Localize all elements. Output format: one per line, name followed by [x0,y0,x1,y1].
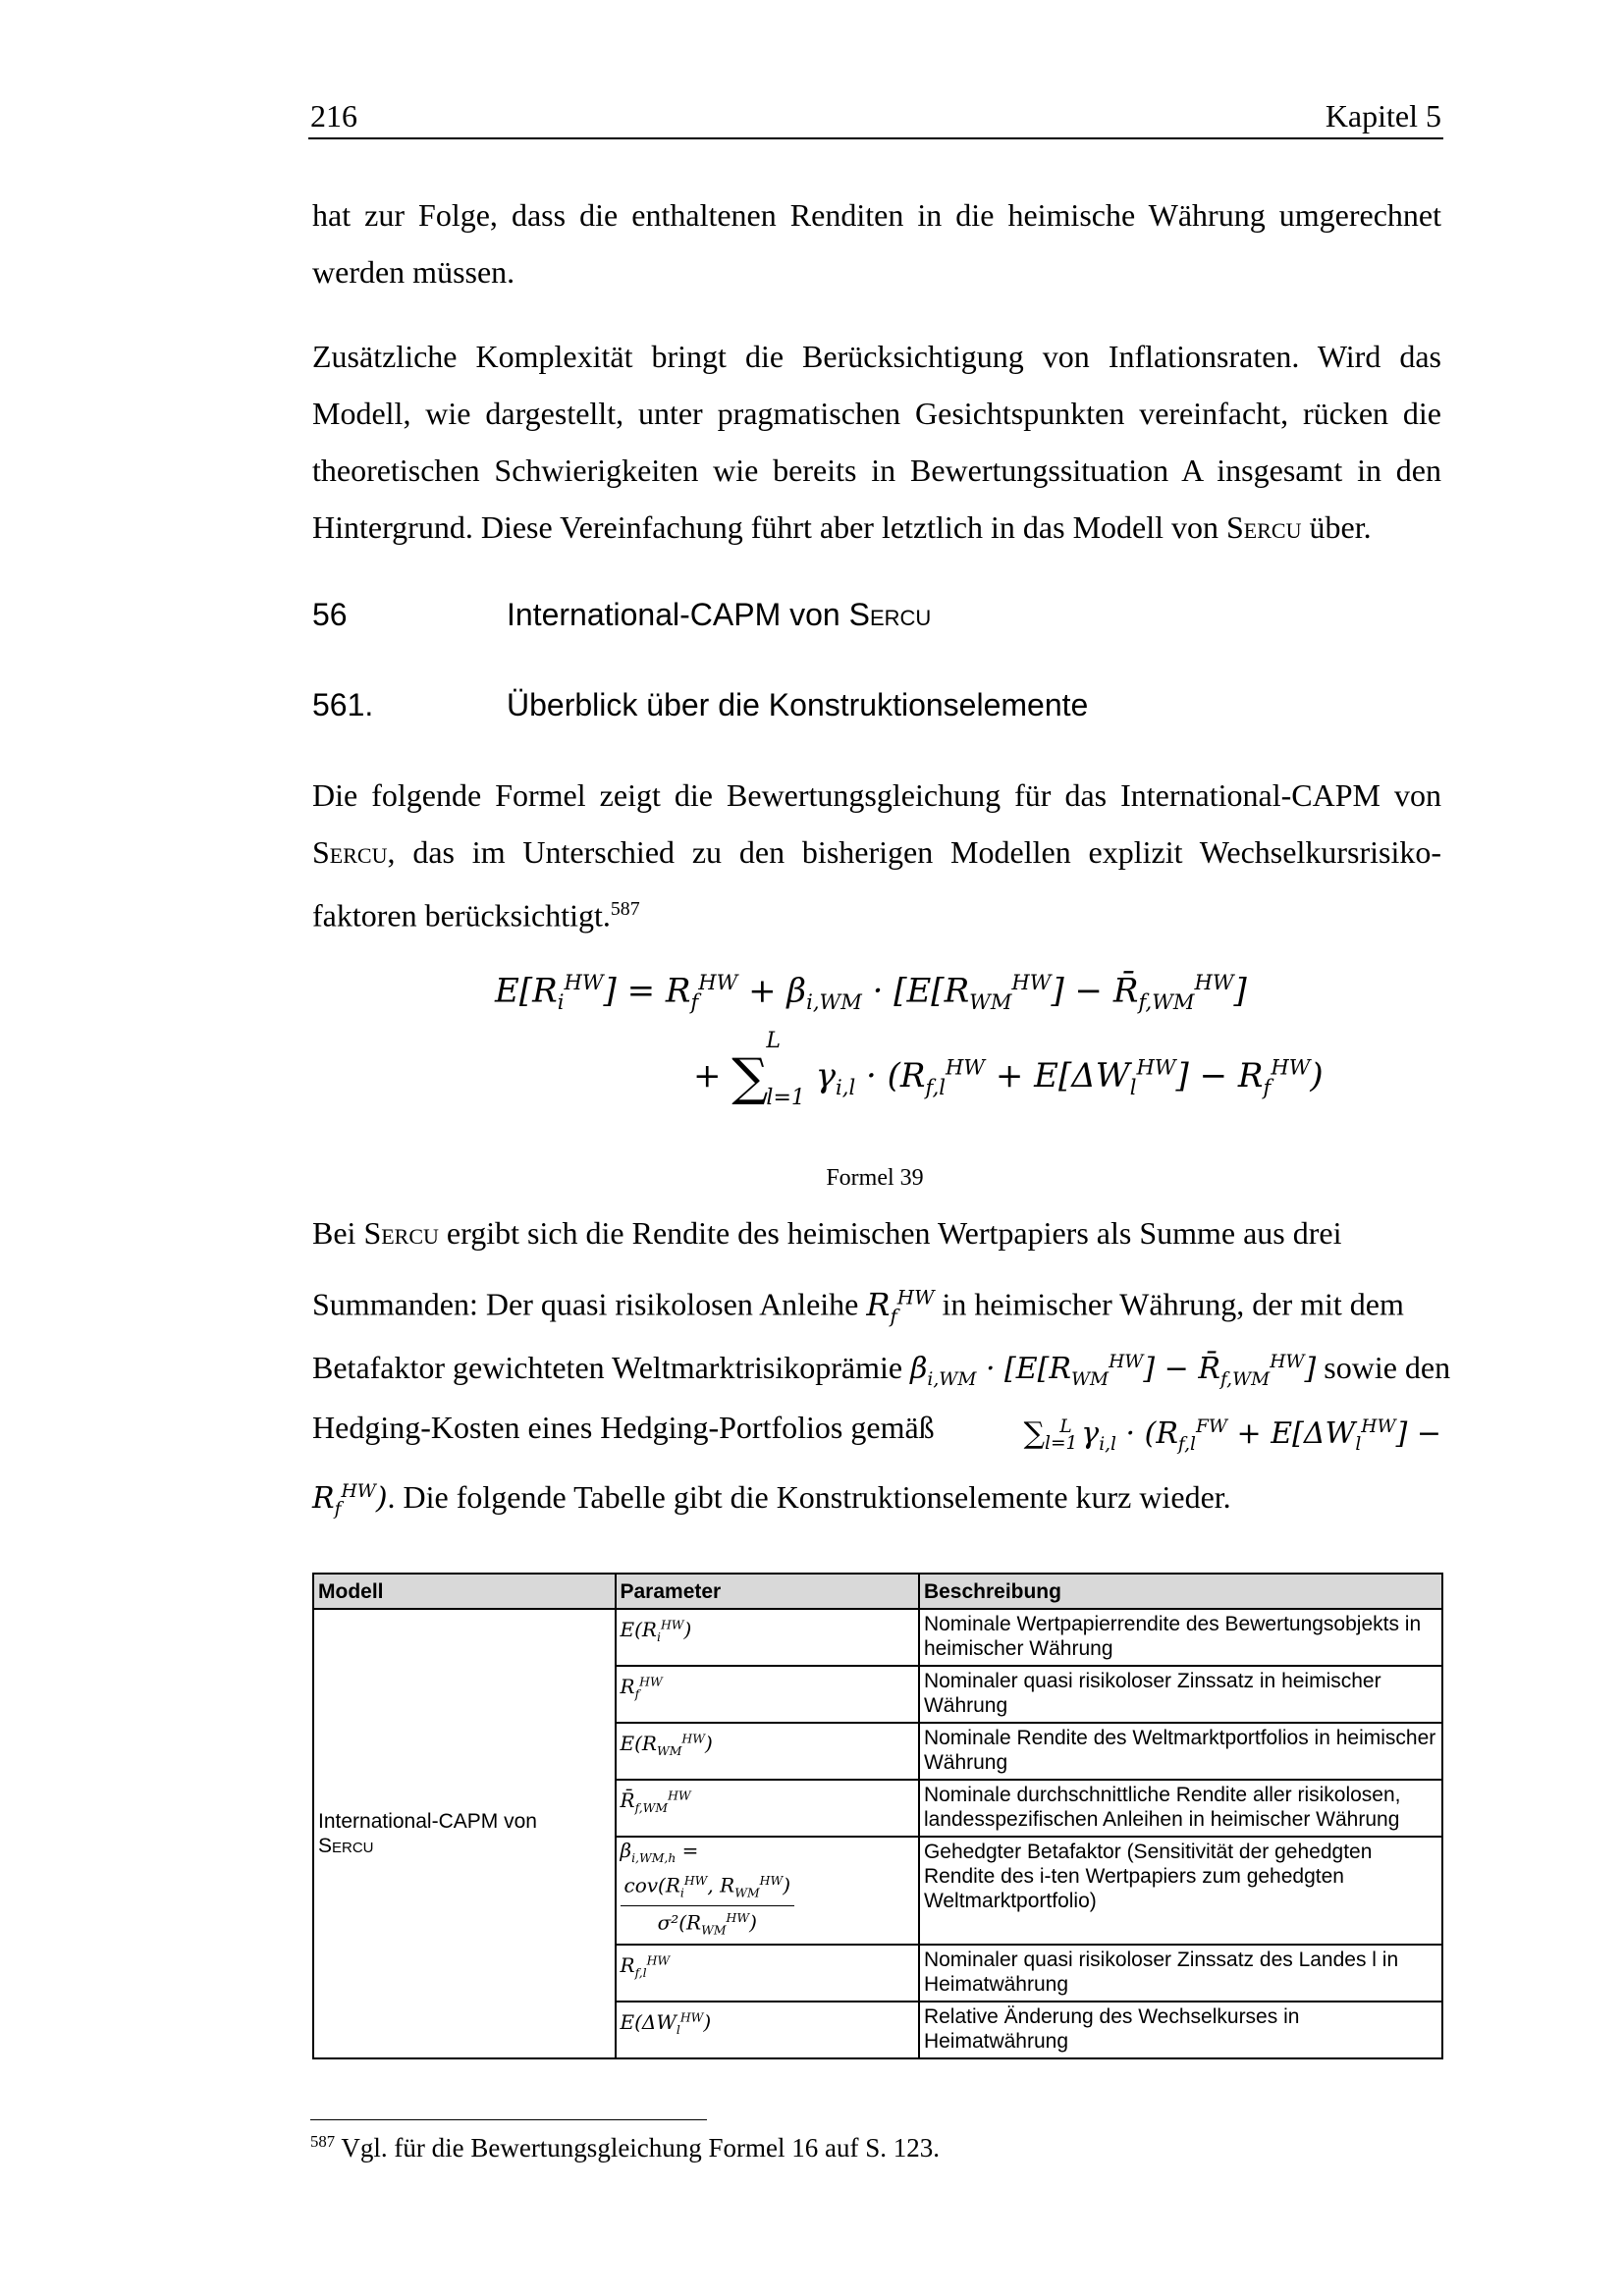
paragraph-line: Bei Sercu ergibt sich die Rendite des heimischen Wertpapiers als Summe aus drei [312,1215,1342,1251]
paragraph-line: Betafaktor gewichteten Weltmarktrisikoprämie $\beta_{i,WM} \cdot [E[R_{WM}^{HW}]$ − $R̄_{f,WM}^{HW}$] sowie den [312,1350,1451,1390]
chapter-title: Kapitel 5 [1325,98,1441,133]
description-cell: Nominale Wertpapierrendite des Bewertungsobjekts in heimischer Währung [919,1609,1442,1666]
paragraph-complexity [312,328,1441,556]
author-name: Sercu [363,1215,439,1251]
footnote-text: Vgl. für die Bewertungsgleichung Formel 16 auf S. 123. [341,2133,941,2163]
header-rule [308,137,1443,139]
parameter-cell: $R_f^{HW}$ [616,1666,919,1723]
footnote-reference: 587 [610,898,640,920]
paragraph-line: Zusätzliche Komplexität bringt die Berücksichtigung von Inflationsraten. Wird das [312,339,1441,374]
parameter-cell: $E(\Delta W_l^{HW})$ [616,2002,919,2058]
description-cell: Nominale durchschnittliche Rendite aller risikolosen, landesspezifischen Anleihen in heimischer Währung [919,1780,1442,1837]
paragraph-line: hat zur Folge, dass die enthaltenen Renditen in die heimische Währung umgerechnet [312,197,1441,233]
description-cell: Relative Änderung des Wechselkurses in Heimatwährung [919,2002,1442,2058]
parameter-cell: $E(R_i^{HW})$ [616,1609,919,1666]
formula-line-1: $E[R_i^{HW}] = R_f^{HW} + \beta_{i,WM} \cdot [E[R_{WM}^{HW}]$ − $R̄_{f,WM}^{HW}$] [495,970,1247,1015]
paragraph-line: $R_f^{HW}$). Die folgende Tabelle gibt die Konstruktionselemente kurz wieder. [312,1479,1231,1520]
footnote [310,2132,940,2163]
parameter-cell: $R̄_{f,WM}^{HW}$ [616,1780,919,1837]
parameter-cell: $\beta_{i,WM,h}$ = $cov(R_i^{HW}$, $R_{WM}^{HW}$) $\sigma^2(R_{WM}^{HW})$ [616,1837,919,1945]
section-title: International-CAPM von Sercu [507,597,932,632]
paragraph-line: Modell, wie dargestellt, unter pragmatischen Gesichtspunkten vereinfacht, rücken die [312,396,1441,431]
paragraph-line: werden müssen. [312,254,515,290]
paragraph-line: Sercu, das im Unterschied zu den bisherigen Modellen explizit Wechselkursrisiko- [312,834,1441,870]
construction-elements-table [312,1573,1443,2059]
column-header-model: Modell [313,1574,616,1609]
section-number: 56 [312,597,348,632]
paragraph-intro [312,187,1441,300]
column-header-parameter: Parameter [616,1574,919,1609]
author-name: Sercu [1226,509,1302,545]
model-cell: International-CAPM von Sercu [313,1609,616,2058]
table-row [313,1609,1442,1666]
parameter-cell: $E(R_{WM}^{HW})$ [616,1723,919,1780]
paragraph-sercu-summands [312,1215,1451,1525]
paragraph-line: faktoren berücksichtigt.$^{587}$ [312,897,640,934]
author-name: Sercu [848,597,932,632]
subsection-title: Überblick über die Konstruktionselemente [507,687,1089,722]
paragraph-line: Hedging-Kosten eines Hedging-Portfolios gemäß $\sum_{l=1}^L$ $\gamma_{i,l} \cdot (R_{f,l}^{FW} + E[\Delta W_l^{HW}]$ − [312,1410,1441,1455]
description-cell: Nominaler quasi risikoloser Zinssatz des Landes l in Heimatwährung [919,1945,1442,2002]
paragraph-line: theoretischen Schwierigkeiten wie bereits in Bewertungssituation A insgesamt in den [312,453,1441,488]
description-cell: Gehedgter Betafaktor (Sensitivität der gehedgten Rendite des i-ten Wertpapiers zum gehedgten Weltmarktportfolio) [919,1837,1442,1945]
footnote-rule [310,2119,707,2120]
paragraph-line: Hintergrund. Diese Vereinfachung führt aber letztlich in das Modell von Sercu über. [312,509,1372,545]
description-cell: Nominaler quasi risikoloser Zinssatz in heimischer Währung [919,1666,1442,1723]
parameter-cell: $R_{f,l}^{HW}$ [616,1945,919,2002]
table-header-row [313,1574,1442,1609]
page-number: 216 [310,98,357,133]
paragraph-line: Die folgende Formel zeigt die Bewertungsgleichung für das International-CAPM von [312,777,1441,813]
description-cell: Nominale Rendite des Weltmarktportfolios in heimischer Währung [919,1723,1442,1780]
author-name: Sercu [318,1835,374,1858]
paragraph-formula-intro [312,767,1441,944]
column-header-description: Beschreibung [919,1574,1442,1609]
formula-caption: Formel 39 [826,1165,924,1191]
footnote-number: 587 [310,2132,336,2151]
formula-line-2: + ∑ L l=1 $\gamma_{i,l} \cdot (R_{f,l}^{HW} + E[\Delta W_l^{HW}] - R_f^{HW})$ [693,1029,1324,1110]
author-name: Sercu [312,834,388,870]
subsection-number: 561. [312,687,374,722]
paragraph-line: Summanden: Der quasi risikolosen Anleihe $R_f^{HW}$ in heimischer Währung, der mit dem [312,1285,1404,1328]
